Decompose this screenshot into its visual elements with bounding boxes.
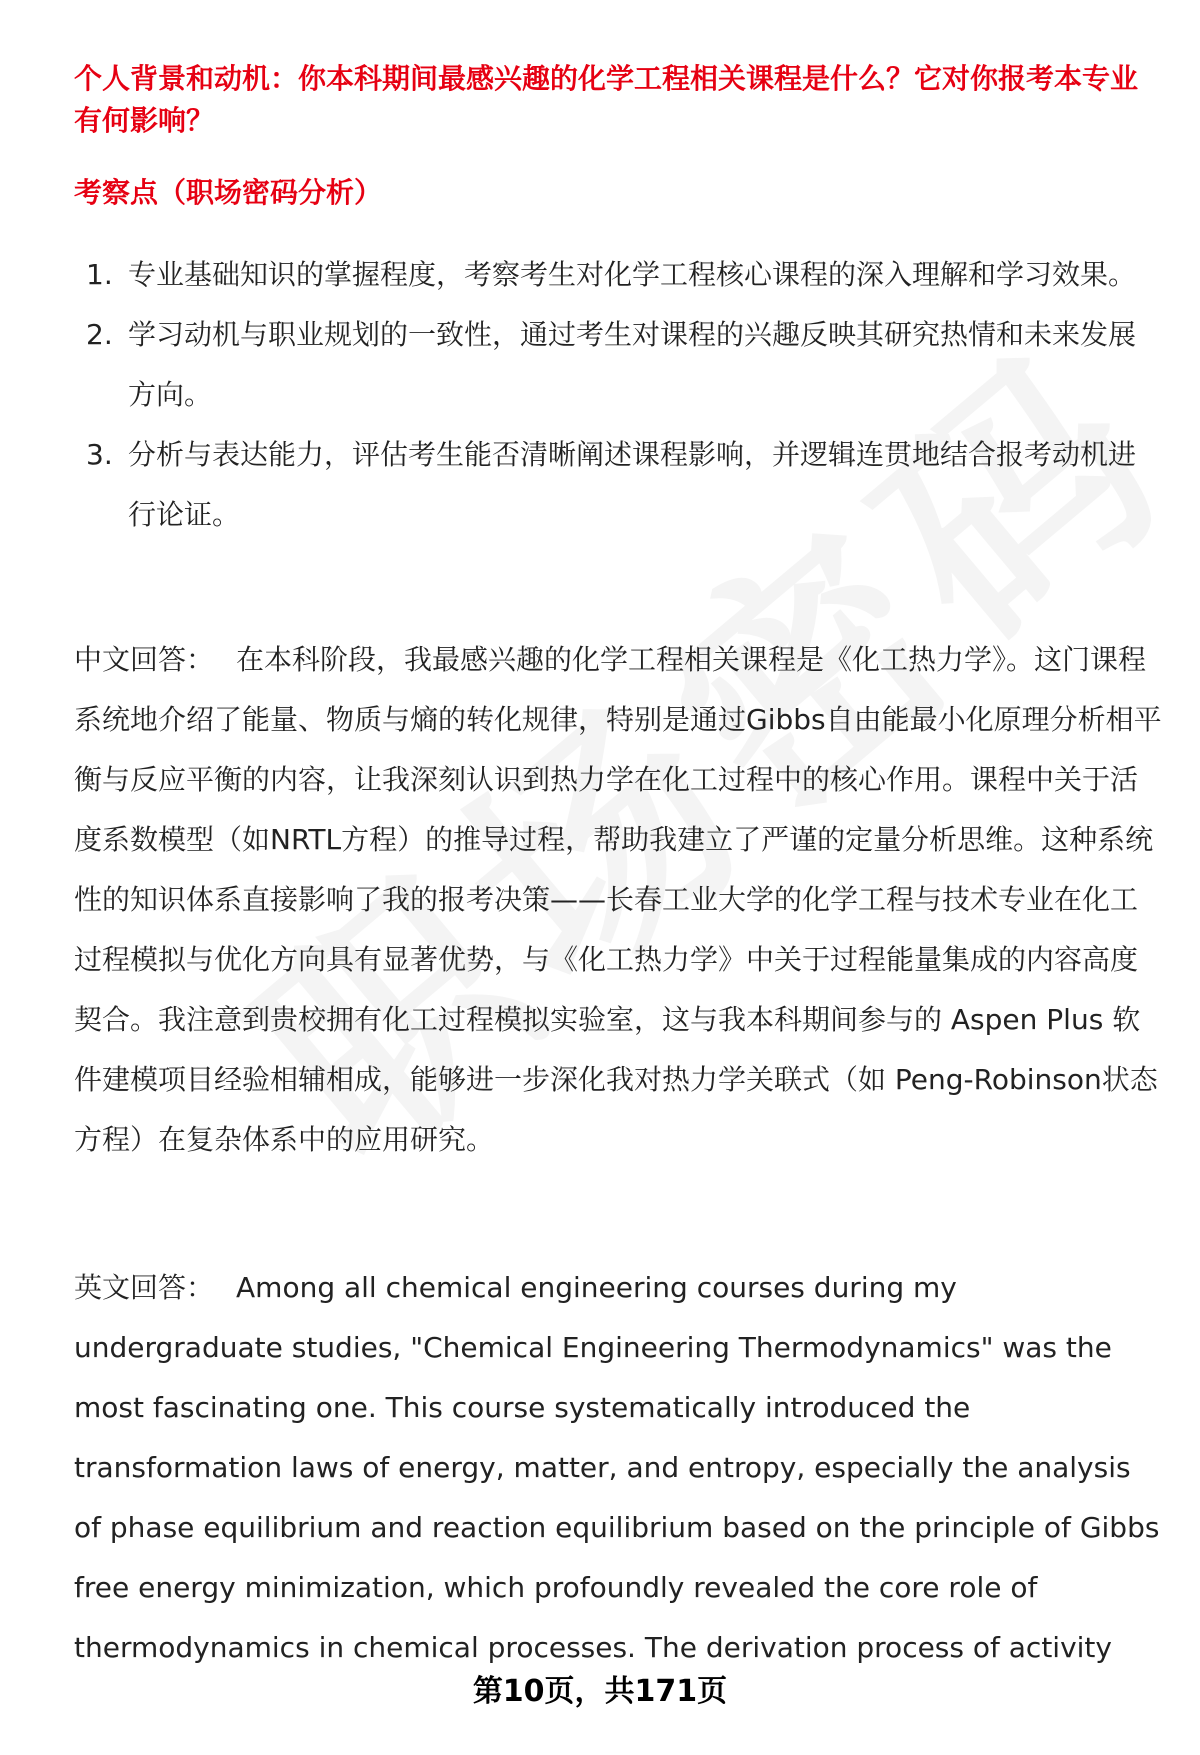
english-answer-label: 英文回答：: [74, 1271, 215, 1304]
list-item: [74, 305, 1154, 425]
chinese-answer-text: 在本科阶段，我最感兴趣的化学工程相关课程是《化工热力学》。这门课程系统地介绍了能量、物质与熵的转化规律，特别是通过Gibbs自由能最小化原理分析相平衡与反应平衡的内容，让我深刻认识到热力学在化工过程中的核心作用。课程中关于活度系数模型（如NRTL方程）的推导过程，帮助我建立了严谨的定量分析思维。这种系统性的知识体系直接影响了我的报考决策——长春工业大学的化学工程与技术专业在化工过程模拟与优化方向具有显著优势，与《化工热力学》中关于过程能量集成的内容高度契合。我注意到贵校拥有化工过程模拟实验室，这与我本科期间参与的 Aspen Plus 软件建模项目经验相辅相成，能够进一步深化我对热力学关联式（如 Peng-Robinson状态方程）在复杂体系中的应用研究。: [74, 643, 1162, 1156]
question-heading: 个人背景和动机：你本科期间最感兴趣的化学工程相关课程是什么？它对你报考本专业有何影响？: [74, 62, 1139, 137]
list-item-text: 分析与表达能力，评估考生能否清晰阐述课程影响，并逻辑连贯地结合报考动机进行论证。: [128, 438, 1137, 531]
list-item-number: 1.: [86, 258, 113, 291]
english-answer-text: Among all chemical engineering courses during my undergraduate studies, "Chemical Engineering Thermodynamics" was the most fascinating one. This course systematically introduced the transformation laws of energy, matter, and entropy, especially the analysis of phase equilibrium and reaction equilibrium based on the principle of Gibbs free energy minimization, which profoundly revealed the core role of thermodynamics in chemical processes. The derivation process of activity: [74, 1271, 1160, 1664]
evaluation-points-list: [74, 245, 1154, 545]
list-item-number: 2.: [86, 318, 113, 351]
chinese-answer: [74, 630, 1164, 1170]
list-item-number: 3.: [86, 438, 113, 471]
list-item: [74, 245, 1154, 305]
page-number: 第10页，共171页: [472, 1674, 728, 1709]
english-answer: [74, 1258, 1164, 1678]
list-item-text: 专业基础知识的掌握程度，考察考生对化学工程核心课程的深入理解和学习效果。: [128, 258, 1137, 291]
chinese-answer-label: 中文回答：: [74, 643, 215, 676]
list-item-text: 学习动机与职业规划的一致性，通过考生对课程的兴趣反映其研究热情和未来发展方向。: [128, 318, 1137, 411]
list-item: [74, 425, 1154, 545]
section-heading: 考察点（职场密码分析）: [74, 176, 383, 209]
